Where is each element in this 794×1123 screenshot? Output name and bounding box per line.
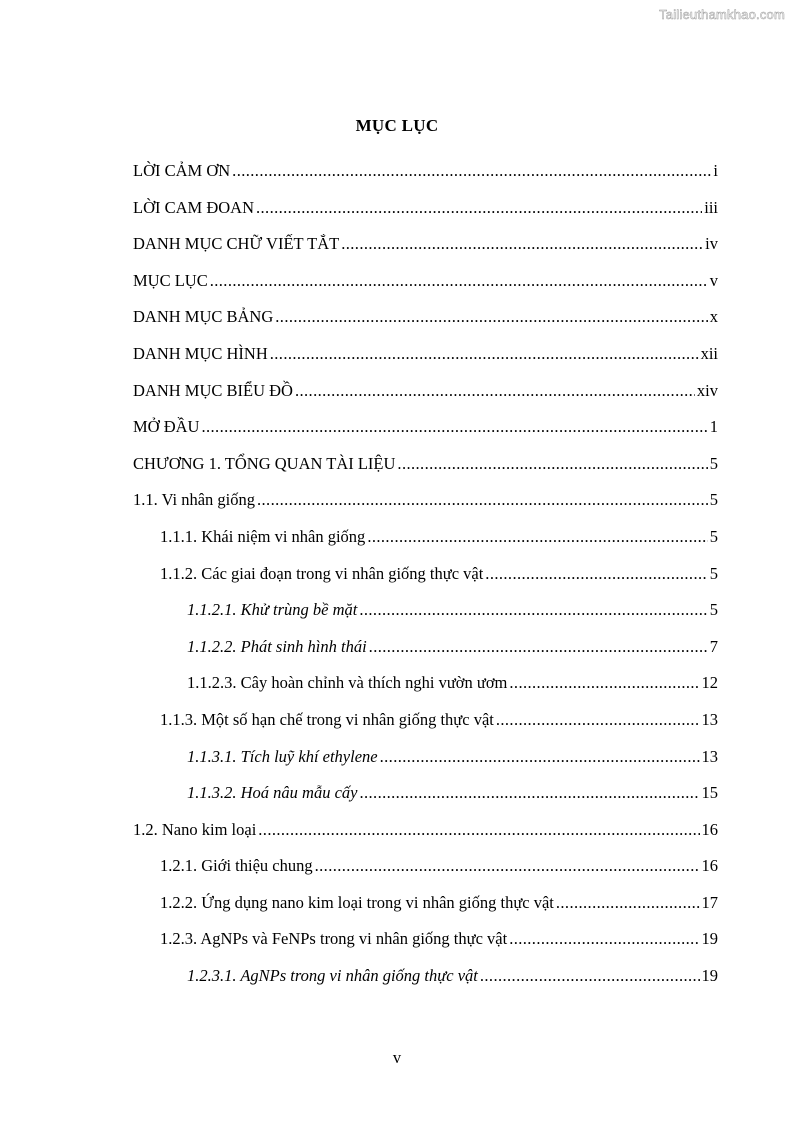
- toc-entry-title: 1.1.2. Các giai đoạn trong vi nhân giống thực vật: [160, 563, 484, 583]
- toc-entry-title: 1.1.1. Khái niệm vi nhân giống: [160, 526, 366, 546]
- toc-entry-title: DANH MỤC BIỂU ĐỒ: [133, 380, 293, 400]
- toc-entry-title: 1.1.2.1. Khử trùng bề mặt: [187, 600, 358, 620]
- toc-entry-title: 1.1.2.3. Cây hoàn chỉnh và thích nghi vườn ươm: [187, 673, 508, 693]
- toc-entry-loi-cam-on[interactable]: [133, 160, 718, 197]
- dot-leader: [509, 928, 699, 950]
- toc-entry-chu-viet-tat[interactable]: [133, 233, 718, 270]
- dot-leader: [369, 636, 708, 658]
- dot-leader: [509, 672, 699, 694]
- toc-entry-title: 1.2.1. Giới thiệu chung: [160, 856, 313, 876]
- toc-entry-page: iv: [705, 234, 718, 254]
- toc-entry-1-2-3[interactable]: [133, 928, 718, 965]
- toc-entry-title: LỜI CẢM ƠN: [133, 161, 231, 180]
- table-of-contents: [133, 160, 718, 1002]
- toc-entry-1-1[interactable]: [133, 489, 718, 526]
- toc-entry-page: 5: [709, 526, 718, 546]
- toc-entry-page: 5: [709, 600, 718, 620]
- toc-entry-title: MỞ ĐẦU: [133, 417, 200, 437]
- toc-entry-1-1-1[interactable]: [133, 526, 718, 563]
- toc-entry-page: 15: [701, 783, 718, 803]
- toc-entry-1-2[interactable]: [133, 819, 718, 856]
- dot-leader: [359, 782, 699, 804]
- toc-entry-page: 1: [709, 417, 718, 437]
- toc-entry-1-1-2-3[interactable]: [133, 672, 718, 709]
- toc-entry-1-1-2-1[interactable]: [133, 599, 718, 636]
- toc-entry-page: 7: [709, 636, 718, 656]
- toc-entry-title: MỤC LỤC: [133, 270, 208, 290]
- page-number: v: [392, 1048, 402, 1067]
- dot-leader: [256, 197, 702, 219]
- toc-entry-title: DANH MỤC CHỮ VIẾT TẮT: [133, 234, 340, 254]
- toc-entry-page: iii: [704, 197, 718, 217]
- dot-leader: [270, 343, 699, 365]
- toc-entry-1-2-3-1[interactable]: [133, 965, 718, 1002]
- toc-entry-title: LỜI CAM ĐOAN: [133, 197, 254, 217]
- toc-entry-page: 19: [701, 929, 718, 949]
- dot-leader: [485, 563, 707, 585]
- toc-entry-1-2-2[interactable]: [133, 892, 718, 929]
- toc-entry-page: 5: [709, 563, 718, 583]
- toc-entry-page: x: [709, 307, 718, 327]
- toc-entry-chuong-1[interactable]: [133, 453, 718, 490]
- dot-leader: [315, 855, 700, 877]
- toc-entry-title: 1.1.3.1. Tích luỹ khí ethylene: [187, 746, 378, 766]
- dot-leader: [210, 270, 708, 292]
- toc-entry-title: 1.1. Vi nhân giống: [133, 490, 255, 510]
- toc-entry-title: DANH MỤC HÌNH: [133, 343, 268, 363]
- toc-entry-1-2-1[interactable]: [133, 855, 718, 892]
- dot-leader: [275, 306, 707, 328]
- toc-entry-page: xiv: [696, 380, 718, 400]
- toc-entry-title: 1.2.3. AgNPs và FeNPs trong vi nhân giống thực vật: [160, 929, 508, 949]
- dot-leader: [257, 489, 708, 511]
- toc-entry-mo-dau[interactable]: [133, 416, 718, 453]
- watermark: Tailieuthamkhao.com: [659, 7, 785, 22]
- dot-leader: [258, 819, 699, 841]
- toc-entry-page: 17: [701, 892, 718, 912]
- toc-entry-page: v: [709, 270, 718, 290]
- dot-leader: [380, 746, 700, 768]
- toc-entry-1-1-3-1[interactable]: [133, 746, 718, 783]
- toc-entry-title: 1.1.3.2. Hoá nâu mẫu cấy: [187, 783, 358, 803]
- toc-entry-1-1-3-2[interactable]: [133, 782, 718, 819]
- toc-entry-page: 12: [701, 673, 718, 693]
- dot-leader: [367, 526, 707, 548]
- toc-entry-1-1-2[interactable]: [133, 563, 718, 600]
- toc-entry-title: CHƯƠNG 1. TỔNG QUAN TÀI LIỆU: [133, 453, 396, 473]
- toc-entry-title: 1.1.2.2. Phát sinh hình thái: [187, 636, 367, 656]
- toc-entry-title: 1.2.3.1. AgNPs trong vi nhân giống thực vật: [187, 966, 478, 986]
- toc-entry-title: 1.2. Nano kim loại: [133, 819, 257, 839]
- toc-entry-page: 5: [709, 453, 718, 473]
- toc-entry-title: 1.1.3. Một số hạn chế trong vi nhân giống thực vật: [160, 709, 494, 729]
- dot-leader: [201, 416, 707, 438]
- toc-entry-page: 13: [701, 746, 718, 766]
- dot-leader: [341, 233, 703, 255]
- toc-entry-title: 1.2.2. Ứng dụng nano kim loại trong vi nhân giống thực vật: [160, 892, 554, 912]
- toc-entry-danh-muc-bang[interactable]: [133, 306, 718, 343]
- toc-entry-loi-cam-doan[interactable]: [133, 197, 718, 234]
- toc-entry-page: 16: [701, 856, 718, 876]
- toc-entry-1-1-3[interactable]: [133, 709, 718, 746]
- toc-entry-danh-muc-bieu-do[interactable]: [133, 380, 718, 417]
- toc-entry-page: 5: [709, 490, 718, 510]
- toc-entry-page: 13: [701, 709, 718, 729]
- dot-leader: [232, 160, 711, 182]
- toc-entry-muc-luc[interactable]: [133, 270, 718, 307]
- page-title: MỤC LỤC: [355, 116, 439, 135]
- dot-leader: [295, 380, 695, 402]
- dot-leader: [496, 709, 700, 731]
- toc-entry-title: DANH MỤC BẢNG: [133, 307, 274, 327]
- toc-entry-1-1-2-2[interactable]: [133, 636, 718, 673]
- dot-leader: [359, 599, 707, 621]
- toc-entry-page: i: [713, 161, 718, 180]
- toc-entry-page: 19: [701, 966, 718, 986]
- toc-entry-danh-muc-hinh[interactable]: [133, 343, 718, 380]
- toc-entry-page: 16: [701, 819, 718, 839]
- dot-leader: [480, 965, 700, 987]
- dot-leader: [556, 892, 700, 914]
- dot-leader: [397, 453, 707, 475]
- toc-entry-page: xii: [700, 343, 718, 363]
